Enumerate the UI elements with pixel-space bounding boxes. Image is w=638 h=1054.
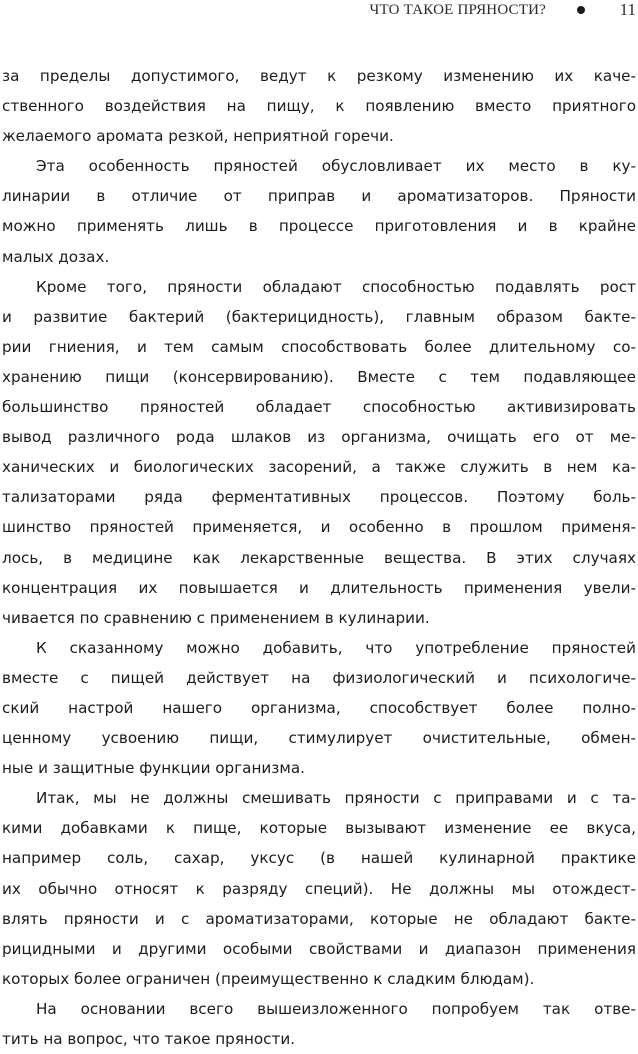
paragraph-5-line: которых более ограничен (преимущественно к сладким блюдам).: [2, 969, 535, 988]
paragraph-2-line: линарии в отличие от приправ и ароматизаторов. Пряности: [2, 187, 636, 206]
paragraph-3-line: вывод различного рода шлаков из организма, очищать его от ме-: [2, 428, 636, 447]
header-bullet-icon: [577, 6, 585, 14]
paragraph-3-line: рии гниения, и тем самым способствовать более длительному со-: [2, 337, 636, 356]
paragraph-3-line: и развитие бактерий (бактерицидность), главным образом бакте-: [2, 307, 636, 326]
paragraph-5-line: например соль, сахар, уксус (в нашей кулинарной практике: [2, 849, 636, 868]
paragraph-5-line: кими добавками к пище, которые вызывают изменение ее вкуса,: [2, 819, 636, 838]
paragraph-6-line: тить на вопрос, что такое пряности.: [2, 1030, 296, 1048]
paragraph-3-line: концентрация их повышается и длительность применения увели-: [2, 578, 636, 597]
paragraph-1-line: ственного воздействия на пищу, к появлению вместо приятного: [2, 97, 636, 116]
paragraph-1-line: желаемого аромата резкой, неприятной горечи.: [2, 127, 394, 146]
paragraph-4-line: ский настрой нашего организма, способствует более полно-: [2, 698, 636, 717]
paragraph-4-line: ценному усвоению пищи, стимулирует очистительные, обмен-: [2, 729, 636, 748]
paragraph-3-line: тализаторами ряда ферментативных процессов. Поэтому боль-: [2, 488, 636, 507]
paragraph-4-line: К сказанному можно добавить, что употребление пряностей: [36, 638, 636, 657]
paragraph-3-line: хранению пищи (консервированию). Вместе с тем подавляющее: [2, 367, 636, 386]
paragraph-5-line: рицидными и другими особыми свойствами и диапазон применения: [2, 939, 636, 958]
paragraph-2-line: Эта особенность пряностей обусловливает их место в ку-: [36, 157, 636, 176]
paragraph-3-line: Кроме того, пряности обладают способностью подавлять рост: [36, 277, 636, 296]
paragraph-6-line: На основании всего вышеизложенного попробуем так отве-: [36, 999, 636, 1018]
paragraph-5-line: влять пряности и с ароматизаторами, которые не обладают бакте-: [2, 909, 636, 928]
paragraph-3-line: большинство пряностей обладает способностью активизировать: [2, 398, 636, 417]
body-text: [2, 61, 636, 1054]
paragraph-2-line: малых дозах.: [2, 247, 110, 266]
paragraph-5-line: Итак, мы не должны смешивать пряности с приправами и с та-: [36, 789, 636, 808]
paragraph-5-line: их обычно относят к разряду специй). Не должны мы отождест-: [2, 879, 636, 898]
paragraph-3-line: лось, в медицине как лекарственные вещества. В этих случаях: [2, 548, 636, 567]
paragraph-3-line: чивается по сравнению с применением в кулинарии.: [2, 608, 430, 627]
paragraph-2-line: можно применять лишь в процессе приготовления и в крайне: [2, 217, 636, 236]
running-header: [0, 0, 638, 24]
paragraph-3-line: ханических и биологических засорений, а также служить в нем ка-: [2, 458, 636, 477]
running-header-title: ЧТО ТАКОЕ ПРЯНОСТИ?: [369, 2, 546, 18]
page-number: 11: [619, 0, 636, 19]
paragraph-3-line: шинство пряностей применяется, и особенно в прошлом применя-: [2, 518, 636, 537]
paragraph-4-line: ные и защитные функции организма.: [2, 759, 305, 778]
paragraph-4-line: вместе с пищей действует на физиологический и психологиче-: [2, 668, 636, 687]
paragraph-1-line: за пределы допустимого, ведут к резкому изменению их каче-: [2, 67, 636, 85]
